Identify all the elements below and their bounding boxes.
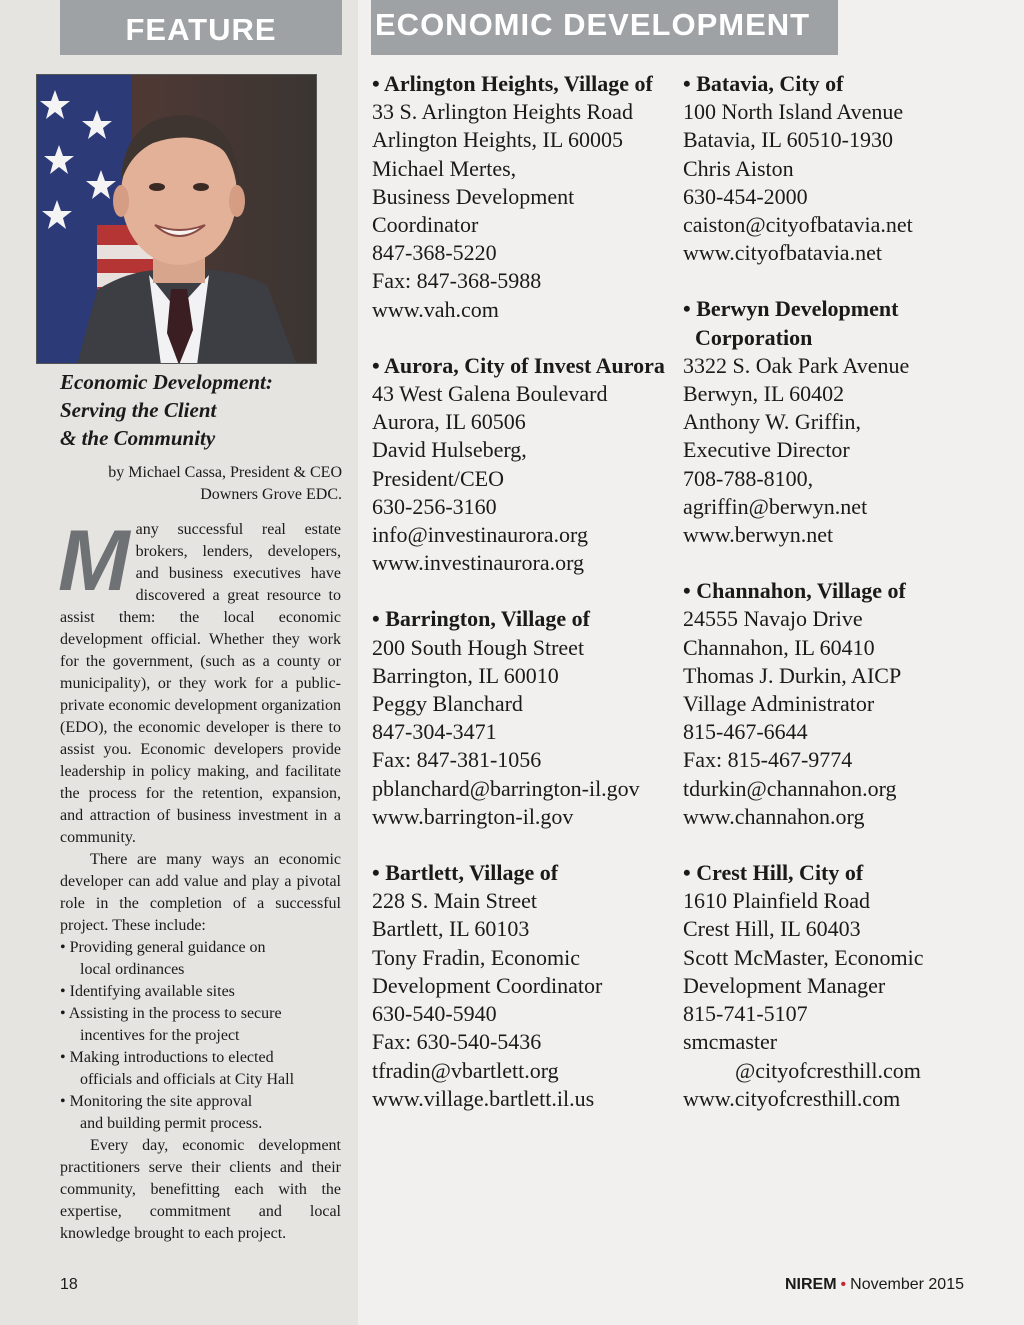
entry-line[interactable]: www.investinaurora.org	[372, 550, 585, 576]
article-body	[58, 513, 341, 1245]
entry-name: • Bartlett, Village of	[372, 860, 559, 886]
entry-line: President/CEO	[372, 465, 504, 491]
entry-name: • Channahon, Village of	[683, 578, 906, 604]
entry-line: 100 North Island Avenue	[683, 99, 904, 125]
entry-line[interactable]: www.channahon.org	[683, 803, 865, 829]
entry-line: Tony Fradin, Economic	[372, 944, 581, 970]
entry-line: Peggy Blanchard	[372, 691, 523, 717]
entry-line: Crest Hill, IL 60403	[683, 916, 861, 942]
entry-line: 630-256-3160	[372, 493, 497, 519]
entry-line[interactable]: tfradin@vbartlett.org	[372, 1057, 559, 1083]
headline-line: & the Community	[60, 426, 216, 450]
entry-line: 815-467-6644	[683, 719, 808, 745]
entry-line[interactable]: www.vah.com	[372, 296, 499, 322]
entry-line: 43 West Galena Boulevard	[372, 381, 608, 407]
entry-line: 24555 Navajo Drive	[683, 606, 863, 632]
directory-entry	[683, 859, 1003, 1113]
page-number: 18	[60, 1276, 78, 1293]
feature-section-label: FEATURE	[60, 0, 342, 55]
entry-line: Batavia, IL 60510-1930	[683, 127, 893, 153]
headline-line: Serving the Client	[60, 398, 217, 422]
entry-line: 3322 S. Oak Park Avenue	[683, 352, 910, 378]
publication-name: NIREM	[784, 1276, 837, 1293]
entry-line[interactable]: www.cityofcresthill.com	[683, 1085, 901, 1111]
entry-line: 847-304-3471	[372, 719, 497, 745]
entry-line[interactable]: www.berwyn.net	[683, 522, 834, 548]
list-item: • Identifying available sites	[60, 983, 235, 1000]
entry-line: Fax: 847-381-1056	[372, 747, 542, 773]
bullet-list	[60, 937, 341, 1135]
directory-column-2	[683, 70, 1003, 1141]
directory-entry	[683, 577, 1003, 831]
entry-line: Barrington, IL 60010	[372, 662, 559, 688]
entry-line: Executive Director	[683, 437, 850, 463]
entry-name: • Batavia, City of	[683, 71, 844, 96]
directory-entry	[372, 70, 672, 324]
portrait-illustration	[37, 75, 317, 364]
entry-line: Fax: 815-467-9774	[683, 747, 853, 773]
list-item: • Making introductions to elected officials and officials at City Hall	[60, 1049, 295, 1088]
entry-line[interactable]: pblanchard@barrington-il.gov	[372, 775, 640, 801]
directory-entry	[683, 295, 1003, 549]
entry-line: 200 South Hough Street	[372, 634, 585, 660]
entry-name: • Aurora, City of Invest Aurora	[372, 352, 665, 378]
byline-organization: Downers Grove EDC.	[200, 486, 342, 503]
entry-line: 1610 Plainfield Road	[683, 888, 870, 914]
drop-cap: M	[58, 513, 130, 609]
entry-line[interactable]: info@investinaurora.org	[372, 522, 588, 548]
entry-line[interactable]: @cityofcresthill.com	[735, 1057, 921, 1083]
article-paragraph: any successful real estate brokers, lenders, developers, and business executives have discovered a great resource to assist them: the local economic development official. Whether they work for the government, (such as a county or municipality), or they work for a public-private economic development organization (EDO), the economic developer is there to assist you. Economic developers provide leadership in policy making, and facilitate the process for the retention, expansion, and attraction of business investment in a community.	[60, 521, 341, 846]
list-item: • Assisting in the process to secure incentives for the project	[60, 1005, 282, 1044]
directory-column-1	[372, 70, 672, 1141]
directory-entry	[372, 352, 672, 578]
entry-name: • Barrington, Village of	[372, 606, 590, 632]
entry-line: 708-788-8100,	[683, 465, 814, 491]
economic-development-section-label: ECONOMIC DEVELOPMENT	[371, 0, 838, 55]
entry-line[interactable]: www.barrington-il.gov	[372, 803, 574, 829]
entry-line: Village Administrator	[683, 691, 875, 717]
entry-line: Development Manager	[683, 972, 886, 998]
issue-date: November 2015	[850, 1276, 964, 1293]
directory-entry	[683, 70, 1003, 267]
entry-line: Coordinator	[372, 212, 479, 238]
entry-line[interactable]: www.village.bartlett.il.us	[372, 1085, 595, 1111]
publication-footer	[785, 1276, 964, 1294]
entry-line: Michael Mertes,	[372, 155, 517, 181]
entry-line: Development Coordinator	[372, 972, 603, 998]
list-item: • Providing general guidance on local ordinances	[60, 939, 266, 978]
entry-line[interactable]: tdurkin@channahon.org	[683, 775, 897, 801]
entry-line: Scott McMaster, Economic	[683, 944, 924, 970]
entry-line: Channahon, IL 60410	[683, 634, 875, 660]
list-item: • Monitoring the site approval and building permit process.	[60, 1093, 263, 1132]
entry-name: • Arlington Heights, Village of	[372, 71, 653, 96]
entry-line: 630-454-2000	[683, 183, 808, 209]
entry-line: Bartlett, IL 60103	[372, 916, 530, 942]
entry-line: Fax: 630-540-5436	[372, 1029, 542, 1055]
entry-line[interactable]: agriffin@berwyn.net	[683, 493, 868, 519]
entry-line: Aurora, IL 60506	[372, 409, 526, 435]
article-headline	[60, 368, 350, 452]
directory-entry	[372, 859, 672, 1113]
entry-line: smcmaster	[683, 1029, 778, 1055]
entry-name: • Berwyn Development Corporation	[683, 296, 899, 350]
entry-line: 847-368-5220	[372, 240, 497, 266]
article-paragraph: Every day, economic development practitioners serve their clients and their community, benefitting each with the expertise, commitment and local knowledge brought to each project.	[60, 1137, 341, 1242]
author-portrait	[36, 74, 317, 364]
entry-line: Berwyn, IL 60402	[683, 381, 845, 407]
entry-line: Anthony W. Griffin,	[683, 409, 862, 435]
headline-line: Economic Development:	[60, 370, 273, 394]
entry-line: 815-741-5107	[683, 1001, 808, 1027]
article-paragraph: There are many ways an economic developer can add value and play a pivotal role in the completion of a successful project. These include:	[60, 851, 341, 934]
entry-line: Arlington Heights, IL 60005	[372, 127, 623, 153]
entry-line[interactable]: caiston@cityofbatavia.net	[683, 212, 913, 238]
entry-line[interactable]: www.cityofbatavia.net	[683, 240, 882, 266]
entry-line: 228 S. Main Street	[372, 888, 537, 914]
byline-author: by Michael Cassa, President & CEO	[108, 464, 342, 481]
entry-line: 630-540-5940	[372, 1001, 497, 1027]
entry-line: David Hulseberg,	[372, 437, 527, 463]
separator-dot: •	[840, 1276, 847, 1293]
article-byline	[60, 462, 342, 506]
entry-line: 33 S. Arlington Heights Road	[372, 99, 633, 125]
entry-line: Business Development	[372, 183, 575, 209]
entry-name: • Crest Hill, City of	[683, 860, 864, 886]
directory-entry	[372, 605, 672, 831]
entry-line: Fax: 847-368-5988	[372, 268, 542, 294]
entry-line: Chris Aiston	[683, 155, 794, 181]
entry-line: Thomas J. Durkin, AICP	[683, 662, 902, 688]
